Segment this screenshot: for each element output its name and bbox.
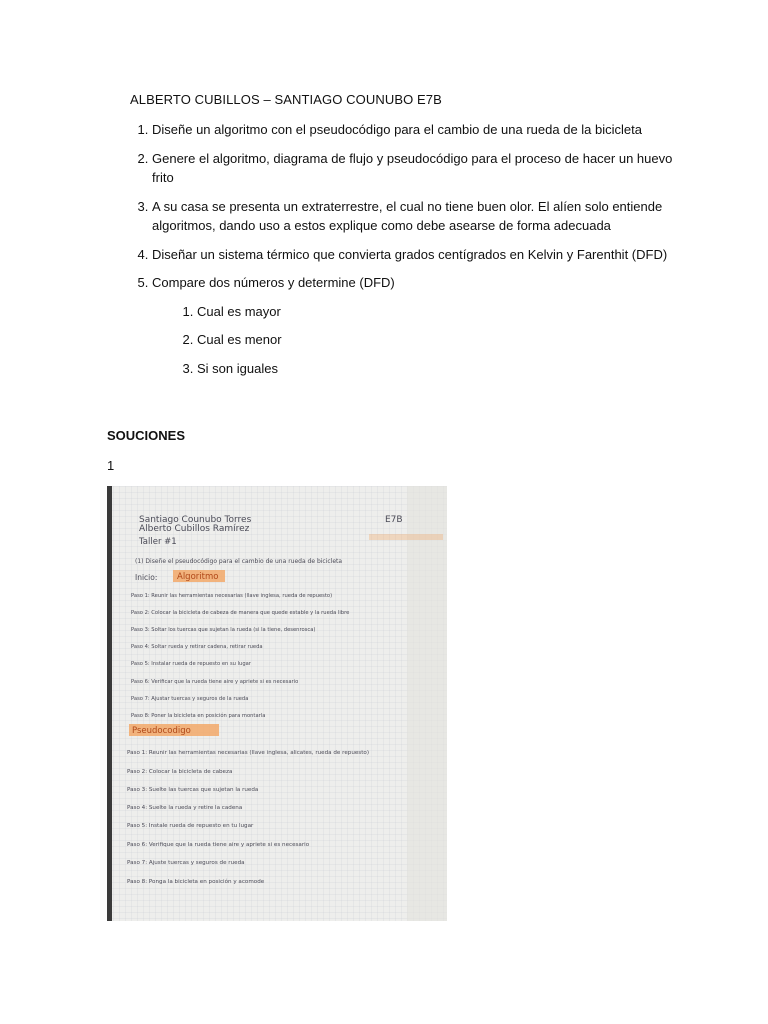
- document-header: ALBERTO CUBILLOS – SANTIAGO COUNUBO E7B: [130, 92, 442, 107]
- names-line-2: Alberto Cubillos Ramírez: [139, 524, 250, 534]
- task-item: [152, 273, 692, 378]
- subtask-text: Cual es menor: [197, 332, 282, 347]
- task-text: Compare dos números y determine (DFD): [152, 275, 395, 290]
- algorithm-step: Paso 7: Ajustar tuercas y seguros de la rueda: [131, 696, 249, 702]
- task-item: [152, 120, 692, 140]
- solutions-heading: SOUCIONES: [107, 428, 186, 443]
- algorithm-step: Paso 1: Reunir las herramientas necesarias (llave inglesa, rueda de repuesto): [131, 593, 333, 599]
- names-line-1: Santiago Counubo Torres: [139, 515, 252, 525]
- pseudocode-step: Paso 1: Reunir las herramientas necesarias (llave inglesa, alicates, rueda de repuesto): [127, 750, 370, 756]
- subtask-list: [152, 302, 692, 379]
- paper-grid: [107, 486, 447, 921]
- group-label: E7B: [385, 515, 403, 525]
- photo-left-edge: [107, 486, 112, 921]
- solution-number: 1: [107, 458, 115, 473]
- task-text: Diseñar un sistema térmico que convierta grados centígrados en Kelvin y Farenthit (DFD): [152, 246, 668, 262]
- notebook-photo: [107, 486, 447, 921]
- header-highlight: [369, 534, 443, 540]
- task-item: [152, 245, 692, 265]
- paper-shadow: [407, 486, 447, 921]
- algorithm-step: Paso 4: Soltar rueda y retirar cadena, retirar rueda: [131, 644, 263, 650]
- pseudocode-step: Paso 2: Colocar la bicicleta de cabeza: [127, 769, 233, 775]
- workshop-title: Taller #1: [139, 537, 177, 547]
- algorithm-step: Paso 6: Verificar que la rueda tiene aire y apriete si es necesario: [131, 679, 299, 685]
- notebook-photo-svg: [107, 486, 447, 921]
- task-text: Diseñe un algoritmo con el pseudocódigo para el cambio de una rueda de la bicicleta: [152, 122, 642, 137]
- pseudocode-step: Paso 3: Suelte las tuercas que sujetan la rueda: [127, 787, 259, 793]
- subtask-item: [197, 302, 692, 322]
- algorithm-step: Paso 3: Soltar los tuercas que sujetan la rueda (si la tiene, desenrosca): [131, 627, 316, 633]
- subtask-text: Si son iguales: [197, 360, 278, 376]
- algorithm-intro: Inicio:: [135, 573, 158, 582]
- subtask-item: [197, 359, 692, 379]
- question-text: (1) Diseñe el pseudocódigo para el cambio de una rueda de bicicleta: [135, 558, 343, 565]
- pseudocode-step: Paso 4: Suelte la rueda y retire la cadena: [127, 805, 243, 811]
- algorithm-step: Paso 2: Colocar la bicicleta de cabeza de manera que quede estable y la rueda libre: [131, 610, 350, 616]
- pseudocode-step: Paso 6: Verifique que la rueda tiene aire y apriete si es necesario: [127, 842, 310, 848]
- pseudocode-label: Pseudocodigo: [132, 726, 191, 736]
- pseudocode-step: Paso 8: Ponga la bicicleta en posición y acomode: [127, 879, 265, 885]
- subtask-text: Cual es mayor: [197, 303, 281, 319]
- algorithm-step: Paso 5: Instalar rueda de repuesto en su lugar: [131, 661, 251, 667]
- task-list: [130, 120, 692, 387]
- algorithm-label: Algoritmo: [177, 572, 219, 582]
- algorithm-step: Paso 8: Poner la bicicleta en posición para montarla: [131, 713, 266, 719]
- pseudocode-step: Paso 7: Ajuste tuercas y seguros de rueda: [127, 860, 245, 866]
- task-item: [152, 197, 692, 236]
- task-item: [152, 149, 692, 188]
- pseudocode-step: Paso 5: Instale rueda de repuesto en tu lugar: [127, 823, 254, 829]
- task-text: A su casa se presenta un extraterrestre, el cual no tiene buen olor. El alíen solo entiende algoritmos, dando uso a estos explique como debe asearse de forma adecuada: [152, 198, 663, 233]
- subtask-item: [197, 330, 692, 350]
- task-text: Genere el algoritmo, diagrama de flujo y pseudocódigo para el proceso de hacer un huevo frito: [152, 150, 673, 185]
